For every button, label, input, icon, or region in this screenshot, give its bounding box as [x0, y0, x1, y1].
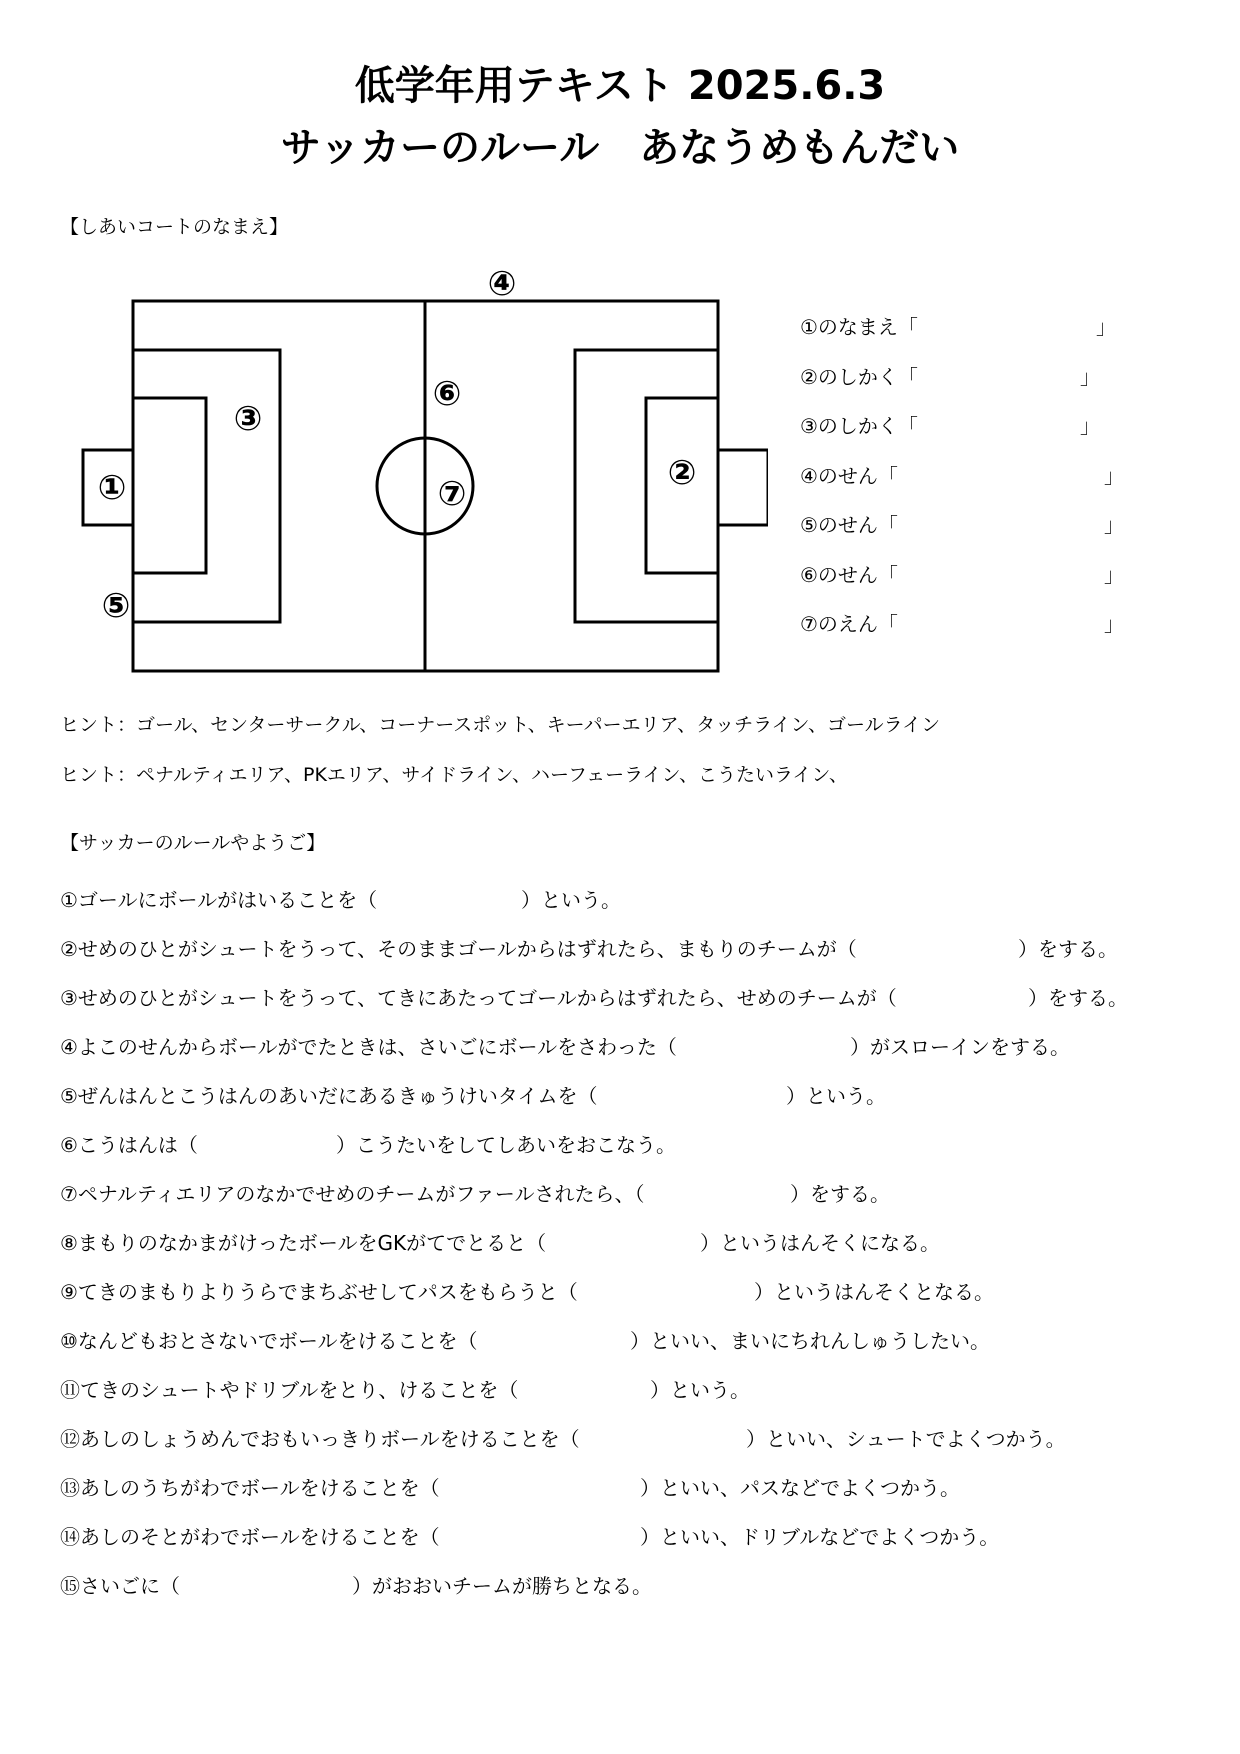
label-text: ⑦のえん「 [800, 612, 898, 636]
question-text: ⑦ペナルティエリアのなかでせめのチームがファールされたら、（ [60, 1182, 645, 1206]
question-text-after: ）といい、ドリブルなどでよくつかう。 [640, 1525, 1000, 1549]
question-text: ②せめのひとがシュートをうって、そのままゴールからはずれたら、まもりのチームが（ [60, 937, 857, 961]
label-close: 」 [1080, 365, 1100, 389]
question-text: ⑮さいごに（ [60, 1574, 180, 1598]
question-text-after: ）をする。 [790, 1182, 890, 1206]
marker-3: ③ [233, 399, 263, 439]
question-text: ⑫あしのしょうめんでおもいっきりボールをけることを（ [60, 1427, 580, 1451]
right-goal [718, 450, 768, 525]
soccer-field-diagram [78, 262, 768, 682]
label-close: 」 [1104, 563, 1124, 587]
question-text-after: ）というはんそくとなる。 [754, 1280, 994, 1304]
section-heading-rules: 【サッカーのルールやようご】 [60, 832, 326, 854]
worksheet-title: 低学年用テキスト 2025.6.3 [354, 63, 886, 109]
question-text: ⑭あしのそとがわでボールをけることを（ [60, 1525, 440, 1549]
label-text: ③のしかく「 [800, 414, 918, 438]
label-close: 」 [1080, 414, 1100, 438]
hint-line-2: ヒント：ペナルティエリア、PKエリア、サイドライン、ハーフェーライン、こうたいライン、 [60, 764, 848, 786]
label-text: ⑥のせん「 [800, 563, 898, 587]
question-text-after: ）がスローインをする。 [850, 1035, 1070, 1059]
question-text: ⑪てきのシュートやドリブルをとり、けることを（ [60, 1378, 519, 1402]
marker-7: ⑦ [437, 474, 467, 514]
question-text: ⑨てきのまもりよりうらでまちぶせしてパスをもらうと（ [60, 1280, 578, 1304]
hint-line-1: ヒント：ゴール、センターサークル、コーナースポット、キーパーエリア、タッチライン、ゴールライン [60, 714, 941, 736]
label-close: 」 [1104, 464, 1124, 488]
question-text: ⑧まもりのなかまがけったボールをGKがてでとると（ [60, 1231, 547, 1255]
question-text-after: ）をする。 [1028, 986, 1128, 1010]
label-text: ④のせん「 [800, 464, 898, 488]
question-text: ④よこのせんからボールがでたときは、さいごにボールをさわった（ [60, 1035, 677, 1059]
question-text-after: ）こうたいをしてしあいをおこなう。 [336, 1133, 676, 1157]
marker-2: ② [667, 453, 697, 493]
label-close: 」 [1096, 315, 1116, 339]
question-text: ①ゴールにボールがはいることを（ [60, 888, 378, 912]
question-text-after: ）といい、シュートでよくつかう。 [746, 1427, 1066, 1451]
marker-6: ⑥ [432, 374, 462, 414]
question-text-after: ）という。 [521, 888, 621, 912]
question-text: ③せめのひとがシュートをうって、てきにあたってゴールからはずれたら、せめのチームが（ [60, 986, 897, 1010]
question-text-after: ）といい、まいにちれんしゅうしたい。 [630, 1329, 990, 1353]
question-text-after: ）という。 [650, 1378, 750, 1402]
marker-4: ④ [487, 264, 517, 304]
label-text: ②のしかく「 [800, 365, 918, 389]
label-close: 」 [1104, 513, 1124, 537]
question-text-after: ）という。 [786, 1084, 886, 1108]
left-goal-area [133, 398, 206, 573]
marker-5: ⑤ [101, 586, 131, 626]
question-text-after: ）をする。 [1018, 937, 1118, 961]
question-text-after: ）というはんそくになる。 [700, 1231, 940, 1255]
section-heading-court-names: 【しあいコートのなまえ】 [60, 216, 289, 238]
marker-1: ① [97, 468, 127, 508]
label-text: ⑤のせん「 [800, 513, 898, 537]
question-text-after: ）がおおいチームが勝ちとなる。 [352, 1574, 652, 1598]
question-text: ⑤ぜんはんとこうはんのあいだにあるきゅうけいタイムを（ [60, 1084, 598, 1108]
question-text: ⑩なんどもおとさないでボールをけることを（ [60, 1329, 478, 1353]
question-text: ⑥こうはんは（ [60, 1133, 198, 1157]
question-text: ⑬あしのうちがわでボールをけることを（ [60, 1476, 440, 1500]
label-text: ①のなまえ「 [800, 315, 918, 339]
label-close: 」 [1104, 612, 1124, 636]
question-text-after: ）といい、パスなどでよくつかう。 [640, 1476, 960, 1500]
worksheet-subtitle: サッカーのルール あなうめもんだい [280, 125, 960, 171]
